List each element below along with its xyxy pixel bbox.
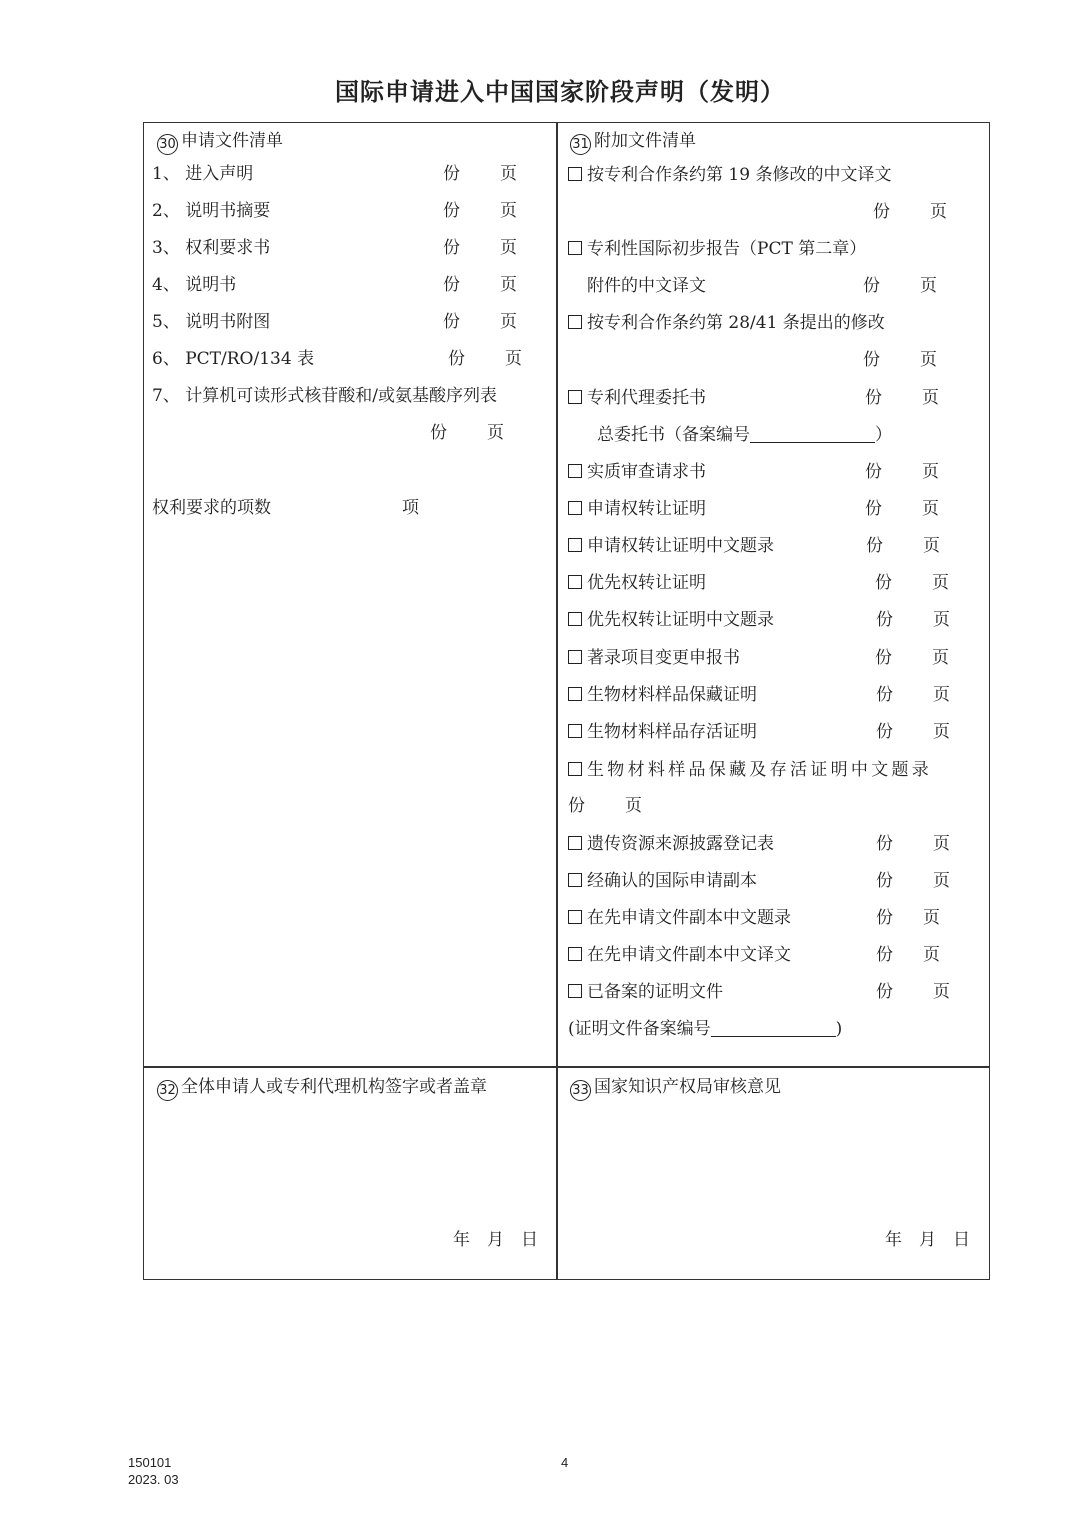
left-item-1: 1、 进入声明 [152,164,254,184]
right-item-5-copies[interactable]: 份 [865,462,882,482]
claims-count-label: 权利要求的项数 [152,498,271,518]
right-item-15-pages[interactable]: 页 [933,871,950,891]
checkbox[interactable] [568,538,582,552]
right-item-6-pages[interactable]: 页 [922,499,939,519]
section-number-30: 30 [157,134,178,155]
left-item-6-pages[interactable]: 页 [505,349,522,369]
right-item-17-pages[interactable]: 页 [923,945,940,965]
right-item-17: 在先申请文件副本中文译文 [568,945,791,965]
right-item-18-pages[interactable]: 页 [933,982,950,1002]
right-item-4-copies[interactable]: 份 [865,388,882,408]
left-item-6: 6、 PCT/RO/134 表 [152,349,315,369]
right-item-5: 实质审查请求书 [568,462,706,482]
right-item-5-pages[interactable]: 页 [922,462,939,482]
section-number-33: 33 [570,1080,591,1101]
right-item-7-pages[interactable]: 页 [923,536,940,556]
right-item-9-copies[interactable]: 份 [876,610,893,630]
right-item-15: 经确认的国际申请副本 [568,871,757,891]
date-day[interactable]: 日 [953,1230,970,1250]
right-item-11: 生物材料样品保藏证明 [568,685,757,705]
date-month[interactable]: 月 [487,1230,504,1250]
right-item-6-copies[interactable]: 份 [865,499,882,519]
right-item-2-copies[interactable]: 份 [863,276,880,296]
left-item-6-copies[interactable]: 份 [448,349,465,369]
date-day[interactable]: 日 [521,1230,538,1250]
left-item-2-pages[interactable]: 页 [500,201,517,221]
right-item-10-copies[interactable]: 份 [875,648,892,668]
right-item-7: 申请权转让证明中文题录 [568,536,774,556]
checkbox[interactable] [568,687,582,701]
section-30-heading: 申请文件清单 [181,131,283,151]
page-title: 国际申请进入中国国家阶段声明（发明） [335,78,785,106]
right-item-3-pages[interactable]: 页 [920,350,937,370]
left-item-4: 4、 说明书 [152,275,237,295]
form-version: 2023. 03 [128,1472,179,1487]
checkbox[interactable] [568,501,582,515]
right-item-4: 专利代理委托书 [568,388,706,408]
right-item-18-copies[interactable]: 份 [876,982,893,1002]
row-divider [143,1066,990,1068]
right-item-13-copies[interactable]: 份 [568,796,585,816]
right-item-11-pages[interactable]: 页 [933,685,950,705]
right-item-17-copies[interactable]: 份 [876,945,893,965]
left-item-7: 7、 计算机可读形式核苷酸和/或氨基酸序列表 [152,386,497,406]
right-item-1-pages[interactable]: 页 [930,202,947,222]
filing-number-field[interactable] [750,426,875,443]
left-item-4-pages[interactable]: 页 [500,275,517,295]
checkbox[interactable] [568,836,582,850]
checkbox[interactable] [568,650,582,664]
left-item-5-pages[interactable]: 页 [500,312,517,332]
left-item-5-copies[interactable]: 份 [443,312,460,332]
left-item-2-copies[interactable]: 份 [443,201,460,221]
section-33-heading: 国家知识产权局审核意见 [594,1077,781,1097]
right-item-3-copies[interactable]: 份 [863,350,880,370]
section-32-header [157,1077,487,1101]
right-item-11-copies[interactable]: 份 [876,685,893,705]
claims-count-unit[interactable]: 项 [402,498,419,518]
checkbox[interactable] [568,947,582,961]
form-code: 150101 [128,1455,172,1470]
right-item-7-copies[interactable]: 份 [866,536,883,556]
checkbox[interactable] [568,724,582,738]
checkbox[interactable] [568,575,582,589]
section-33-header [570,1077,781,1101]
left-item-7-copies[interactable]: 份 [430,423,447,443]
checkbox[interactable] [568,612,582,626]
right-item-1: 按专利合作条约第 19 条修改的中文译文 [568,165,891,185]
right-item-12-pages[interactable]: 页 [933,722,950,742]
page-number: 4 [561,1455,569,1470]
left-item-5: 5、 说明书附图 [152,312,271,332]
right-item-2-line2: 附件的中文译文 [587,276,706,296]
checkbox[interactable] [568,167,582,181]
section-number-31: 31 [570,134,591,155]
right-item-18-line2: (证明文件备案编号 ) [568,1019,843,1039]
section-32-heading: 全体申请人或专利代理机构签字或者盖章 [181,1077,487,1097]
right-item-2-pages[interactable]: 页 [920,276,937,296]
right-item-14: 遗传资源来源披露登记表 [568,834,774,854]
checkbox[interactable] [568,873,582,887]
left-item-2: 2、 说明书摘要 [152,201,271,221]
right-item-13-pages[interactable]: 页 [625,796,642,816]
left-item-1-copies[interactable]: 份 [443,164,460,184]
date-year[interactable]: 年 [885,1230,902,1250]
right-item-10-pages[interactable]: 页 [932,648,949,668]
date-month[interactable]: 月 [919,1230,936,1250]
right-item-18: 已备案的证明文件 [568,982,723,1002]
left-item-3: 3、 权利要求书 [152,238,271,258]
right-item-9: 优先权转让证明中文题录 [568,610,774,630]
section-30-header [157,131,283,155]
checkbox[interactable] [568,984,582,998]
right-item-2: 专利性国际初步报告（PCT 第二章） [568,239,866,259]
right-item-8: 优先权转让证明 [568,573,706,593]
right-item-4-line2: 总委托书（备案编号 ） [597,425,892,445]
right-item-4-pages[interactable]: 页 [922,388,939,408]
section-31-heading: 附加文件清单 [594,131,696,151]
section-number-32: 32 [157,1080,178,1101]
right-item-15-copies[interactable]: 份 [876,871,893,891]
right-item-16-copies[interactable]: 份 [876,908,893,928]
checkbox[interactable] [568,910,582,924]
checkbox[interactable] [568,464,582,478]
review-date [885,1230,970,1250]
right-item-10: 著录项目变更申报书 [568,648,740,668]
right-item-3: 按专利合作条约第 28/41 条提出的修改 [568,313,885,333]
checkbox[interactable] [568,315,582,329]
certificate-number-field[interactable] [711,1020,836,1037]
column-divider [556,122,558,1280]
right-item-16-pages[interactable]: 页 [923,908,940,928]
right-item-12-copies[interactable]: 份 [876,722,893,742]
checkbox[interactable] [568,762,582,776]
right-item-14-copies[interactable]: 份 [876,834,893,854]
left-item-4-copies[interactable]: 份 [443,275,460,295]
right-item-16: 在先申请文件副本中文题录 [568,908,791,928]
checkbox[interactable] [568,390,582,404]
left-item-3-copies[interactable]: 份 [443,238,460,258]
signature-date [453,1230,538,1250]
right-item-13: 生物材料样品保藏及存活证明中文题录 [568,760,932,780]
left-item-7-pages[interactable]: 页 [487,423,504,443]
left-item-3-pages[interactable]: 页 [500,238,517,258]
section-31-header [570,131,696,155]
checkbox[interactable] [568,241,582,255]
left-item-1-pages[interactable]: 页 [500,164,517,184]
right-item-12: 生物材料样品存活证明 [568,722,757,742]
right-item-6: 申请权转让证明 [568,499,706,519]
date-year[interactable]: 年 [453,1230,470,1250]
right-item-8-pages[interactable]: 页 [932,573,949,593]
right-item-1-copies[interactable]: 份 [873,202,890,222]
right-item-9-pages[interactable]: 页 [933,610,950,630]
right-item-14-pages[interactable]: 页 [933,834,950,854]
right-item-8-copies[interactable]: 份 [875,573,892,593]
